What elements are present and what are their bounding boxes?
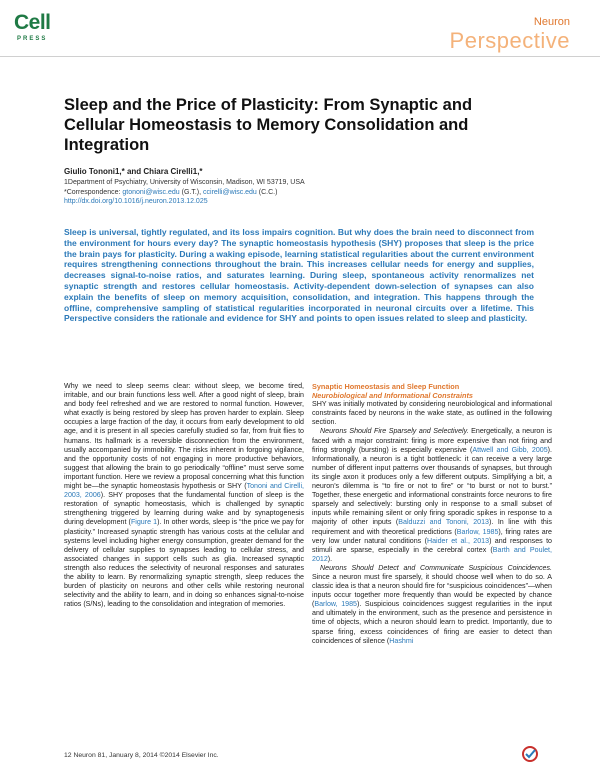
subsection-heading: Neurobiological and Informational Constraints [312,391,473,401]
text-run: ) and responses to stimuli are sparse, especially in the cerebral cortex ( [312,536,552,554]
correspondence-label: *Correspondence: [64,188,123,196]
citation-link[interactable]: Attwell and Gibb, 2005 [472,445,548,454]
article-meta [64,178,484,207]
body-column-left [64,382,304,609]
article-title: Sleep and the Price of Plasticity: From Synaptic and Cellular Homeostasis to Memory Consolidation and Integration [64,96,473,154]
correspondence [64,188,484,198]
abstract: Sleep is universal, tightly regulated, and its loss impairs cognition. But why does the brain need to disconnect from the environment for hours every day? The synaptic homeostasis hypothesis (SHY) proposes that sleep is the price the brain pays for plasticity. During a waking episode, learning statistical regularities about the current environment requires strengthening connections throughout the brain. This increases cellular needs for energy and supplies, decreases signal-to-noise ratios, and saturates learning. During sleep, spontaneous activity renormalizes net synaptic strength and restores cellular homeostasis. Activity-dependent down-selection of synapses can also explain the benefits of sleep on memory acquisition, consolidation, and integration. This happens through the offline, comprehensive sampling of statistical regularities incorporated in neuronal circuits over a lifetime. This Perspective considers the rationale and evidence for SHY and points to open issues related to sleep and plasticity. [64,227,534,324]
text-run: ). Informationally, a neuron is a tight bottleneck: it can receive a very large number of different input patterns over thousands of synapses, but through its single axon it produces only a few different outputs. Simplifying a bit, a neuron’s dilemma is “to fire or not to fire” or “to burst or not to burst.” Together, these energetic and informational constraints force neurons to fire sparsely and selectively: bursting only in response to a small subset of inputs while remaining silent or only firing sporadic spikes in response to a majority of other inputs ( [312,445,552,527]
header-divider [0,56,600,57]
paragraph: SHY was initially motivated by considering neurobiological and informational constraints faced by neurons in the wake state, as outlined in the following section. [312,400,552,427]
doi-link[interactable]: http://dx.doi.org/10.1016/j.neuron.2013.12.025 [64,198,208,205]
section-heading: Synaptic Homeostasis and Sleep Function [312,382,460,391]
citation-link[interactable]: Balduzzi and Tononi, 2013 [398,518,489,527]
text-run: Since a neuron must fire sparsely, it should choose well when to do so. A classic idea is that a neuron should fire for “suspicious coincidences”—when inputs occur together more frequently than would be expected by chance ( [312,572,552,609]
text-run: Why we need to sleep seems clear: without sleep, we become tired, irritable, and our brain functions less well. After a good night of sleep, brain and body feel refreshed and we are restored to normal function. However, what exactly is being restored by sleep has proven harder to explain. Sleep occupies a large fraction of the day, it occurs from early development to old age, and it is present in all species carefully studied so far, from fruit flies to humans. Its hallmark is a reversible disconnection from the environment, usually accompanied by immobility. The risks inherent in forgoing vigilance, and the opportunity costs of not engaging in more productive behaviors, suggest that allowing the brain to go periodically “offline” must serve some important function. Here we review a proposal concerning what this function might be—the synaptic homeostasis hypothesis or SHY ( [64,382,304,491]
citation-link[interactable]: Barth and Poulet, 2012 [312,545,552,563]
body-column-right [312,382,552,646]
text-run: ). SHY proposes that the fundamental function of sleep is the restoration of synaptic homeostasis, which is challenged by synaptic strengthening triggered by learning during wake and by synaptogenesis during development ( [64,491,304,527]
email-link-2[interactable]: ccirelli@wisc.edu [203,188,257,196]
citation-link[interactable]: Barlow, 1985 [456,527,499,536]
paragraph-heading: Neurons Should Detect and Communicate Suspicious Coincidences. [320,563,552,572]
journal-name: Neuron [533,16,570,28]
citation-link[interactable]: Haider et al., 2013 [426,536,490,545]
email-note-1: (G.T.), [179,188,204,196]
paragraph-heading: Neurons Should Fire Sparsely and Selectively. [320,427,469,436]
text-run: ). In other words, sleep is “the price we pay for plasticity.” Increased synaptic strength has various costs at the cellular and systems level including higher energy consumption, greater demand for the delivery of cellular supplies to synapses leading to cellular stress, and associated changes in support cells such as glia. Increased synaptic strength also reduces the selectivity of neuronal responses and saturates the ability to learn. By renormalizing synaptic strength, sleep reduces the burden of plasticity on neurons and other cells while restoring neuronal selectivity and the ability to learn, and in doing so enhances signal-to-noise ratios (S/Ns), leading to the consolidation and integration of memories. [64,518,304,609]
figure-link[interactable]: Figure 1 [130,518,158,527]
citation-link[interactable]: Barlow, 1985 [314,600,357,609]
author-list: Giulio Tononi1,* and Chiara Cirelli1,* [64,167,203,176]
paragraph [312,427,552,563]
page-footer: 12 Neuron 81, January 8, 2014 ©2014 Elsevier Inc. [64,752,219,759]
text-run: ). [327,554,333,563]
section-label: Perspective [449,28,570,53]
email-link-1[interactable]: gtononi@wisc.edu [122,188,180,196]
text-run: Energetically, a neuron is faced with a major constraint: firing is more expensive than not firing and firing strongly (bursting) is especially expensive ( [312,427,552,454]
citation-link[interactable]: Hashmi [389,636,414,645]
citation-link[interactable]: Tononi and Cirelli, 2003, 2006 [64,482,305,500]
logo-subtext: PRESS [17,36,48,42]
text-run: ), firing rates are very low under natural conditions ( [312,527,552,545]
affiliation: 1Department of Psychiatry, University of Wisconsin, Madison, WI 53719, USA [64,179,305,186]
email-note-2: (C.C.) [256,188,278,196]
text-run: ). Suspicious coincidences suggest regularities in the input and ultimately in the environment, such as the presence and persistence in time of objects, which a neuron should learn to predict. Importantly, due to sparse firing, excess coincidences of firing are easier to detect than coincidences of silence ( [312,600,552,645]
paragraph [312,564,552,646]
paragraph [64,382,304,609]
crossmark-icon[interactable] [521,745,543,763]
logo-text: Cell [14,11,51,34]
text-run: ). In line with this requirement and with theoretical predictions ( [312,518,552,536]
